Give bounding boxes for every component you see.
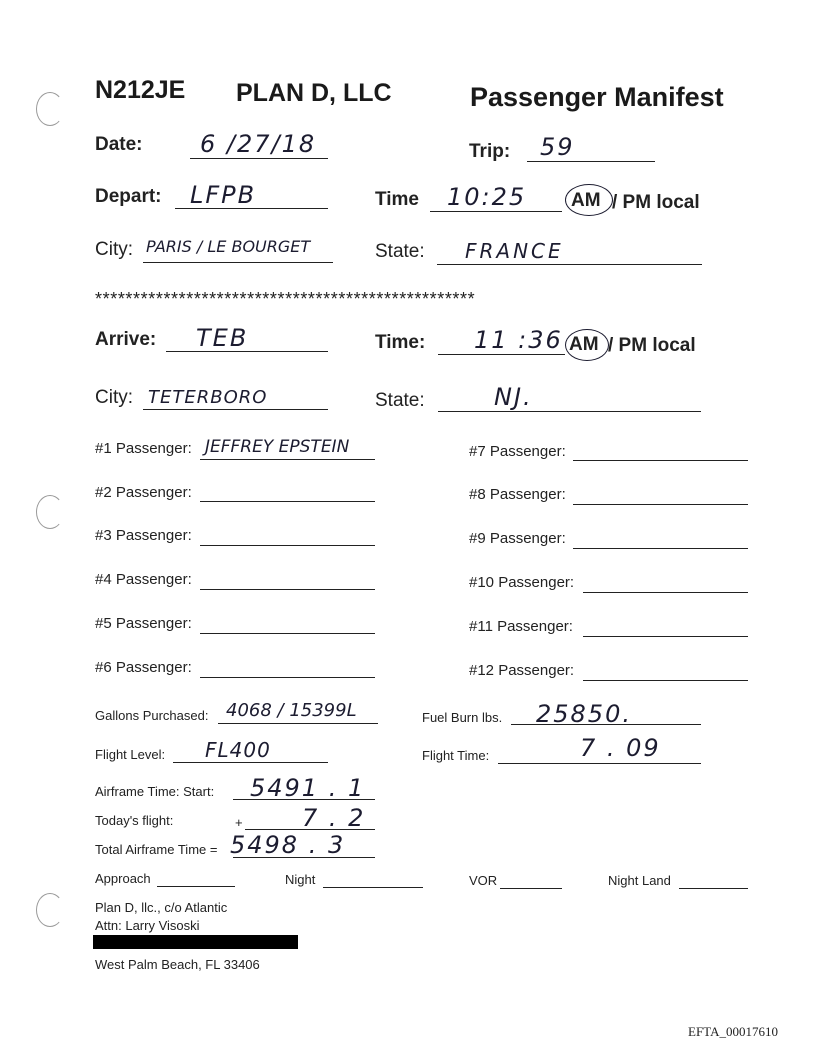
passenger-10-label: #10 Passenger: <box>469 574 575 591</box>
passenger-3-line <box>200 545 375 546</box>
depart-city-label: City: <box>95 239 133 260</box>
arrive-am-label[interactable]: AM <box>569 334 599 355</box>
arrive-city-label: City: <box>95 387 133 408</box>
company-name: PLAN D, LLC <box>236 79 392 107</box>
arrive-state-value[interactable]: NJ. <box>494 383 533 411</box>
arrive-label: Arrive: <box>95 329 157 350</box>
passenger-2-line <box>200 501 375 502</box>
passenger-9-line <box>573 548 748 549</box>
airframe-start-value[interactable]: 5491 . 1 <box>250 774 366 802</box>
address-line-1: Plan D, llc., c/o Atlantic <box>95 900 228 915</box>
page-title: Passenger Manifest <box>470 82 724 112</box>
arrive-state-label: State: <box>375 390 425 411</box>
flight-time-label: Flight Time: <box>422 748 490 763</box>
arrive-time-line <box>438 354 565 355</box>
flight-time-value[interactable]: 7 . 09 <box>580 734 661 762</box>
today-flight-value[interactable]: 7 . 2 <box>302 804 366 832</box>
depart-label: Depart: <box>95 186 162 207</box>
arrive-state-line <box>438 411 701 412</box>
passenger-1-line <box>200 459 375 460</box>
punch-hole-middle <box>36 495 64 529</box>
approach-line <box>157 886 235 887</box>
separator: ************************************************** <box>95 289 476 309</box>
date-value[interactable]: 6 /27/18 <box>200 130 317 158</box>
depart-value[interactable]: LFPB <box>190 181 257 209</box>
passenger-3-label: #3 Passenger: <box>95 527 192 544</box>
passenger-5-label: #5 Passenger: <box>95 615 192 632</box>
address-line-4: West Palm Beach, FL 33406 <box>95 957 260 972</box>
flight-time-line <box>498 763 701 764</box>
tail-number: N212JE <box>95 76 186 104</box>
passenger-1-label: #1 Passenger: <box>95 440 192 457</box>
gallons-label: Gallons Purchased: <box>95 708 209 723</box>
trip-line <box>527 161 655 162</box>
flight-level-label: Flight Level: <box>95 747 166 762</box>
depart-state-line <box>437 264 702 265</box>
night-land-label: Night Land <box>608 873 671 888</box>
night-line <box>323 887 423 888</box>
approach-label: Approach <box>95 871 151 886</box>
passenger-8-line <box>573 504 748 505</box>
passenger-2-label: #2 Passenger: <box>95 484 192 501</box>
depart-am-label[interactable]: AM <box>571 190 601 211</box>
airframe-start-label: Airframe Time: Start: <box>95 784 215 799</box>
passenger-6-label: #6 Passenger: <box>95 659 192 676</box>
vor-line <box>500 888 562 889</box>
arrive-time-value[interactable]: 11 :36 <box>474 326 563 354</box>
passenger-9-label: #9 Passenger: <box>469 530 566 547</box>
date-label: Date: <box>95 134 143 155</box>
total-airframe-label: Total Airframe Time = <box>95 842 218 857</box>
arrive-city-line <box>143 409 328 410</box>
passenger-6-line <box>200 677 375 678</box>
passenger-4-line <box>200 589 375 590</box>
date-line <box>190 158 328 159</box>
passenger-1-value[interactable]: JEFFREY EPSTEIN <box>205 437 350 457</box>
address-line-2: Attn: Larry Visoski <box>95 918 200 933</box>
passenger-8-label: #8 Passenger: <box>469 486 566 503</box>
depart-state-value[interactable]: FRANCE <box>465 239 564 263</box>
trip-label: Trip: <box>469 141 511 162</box>
trip-value[interactable]: 59 <box>540 133 575 161</box>
arrive-city-value[interactable]: TETERBORO <box>148 387 268 408</box>
depart-city-value[interactable]: PARIS / LE BOURGET <box>146 237 311 256</box>
night-land-line <box>679 888 748 889</box>
arrive-value[interactable]: TEB <box>196 324 249 352</box>
passenger-4-label: #4 Passenger: <box>95 571 192 588</box>
depart-time-label: Time <box>375 189 420 210</box>
arrive-time-label: Time: <box>375 332 426 353</box>
depart-city-line <box>143 262 333 263</box>
passenger-10-line <box>583 592 748 593</box>
vor-label: VOR <box>469 873 498 888</box>
passenger-5-line <box>200 633 375 634</box>
depart-pm-local: / PM local <box>612 192 700 213</box>
redaction-bar <box>93 935 298 949</box>
arrive-pm-local: / PM local <box>608 335 696 356</box>
depart-time-value[interactable]: 10:25 <box>447 183 527 211</box>
bates-number: EFTA_00017610 <box>688 1024 778 1039</box>
flight-level-line <box>173 762 328 763</box>
passenger-7-label: #7 Passenger: <box>469 443 566 460</box>
today-flight-label: Today's flight: <box>95 813 174 828</box>
gallons-value[interactable]: 4068 / 15399L <box>226 700 357 721</box>
depart-time-line <box>430 211 562 212</box>
total-airframe-value[interactable]: 5498 . 3 <box>230 831 346 859</box>
punch-hole-top <box>36 92 64 126</box>
fuel-burn-value[interactable]: 25850. <box>536 700 632 728</box>
fuel-burn-label: Fuel Burn lbs. <box>422 710 503 725</box>
passenger-11-line <box>583 636 748 637</box>
passenger-7-line <box>573 460 748 461</box>
passenger-11-label: #11 Passenger: <box>469 618 573 635</box>
today-flight-plus: + <box>235 815 243 830</box>
flight-level-value[interactable]: FL400 <box>205 738 271 762</box>
punch-hole-bottom <box>36 893 64 927</box>
passenger-12-line <box>583 680 748 681</box>
gallons-line <box>218 723 378 724</box>
passenger-12-label: #12 Passenger: <box>469 662 575 679</box>
night-label: Night <box>285 872 316 887</box>
depart-state-label: State: <box>375 241 425 262</box>
